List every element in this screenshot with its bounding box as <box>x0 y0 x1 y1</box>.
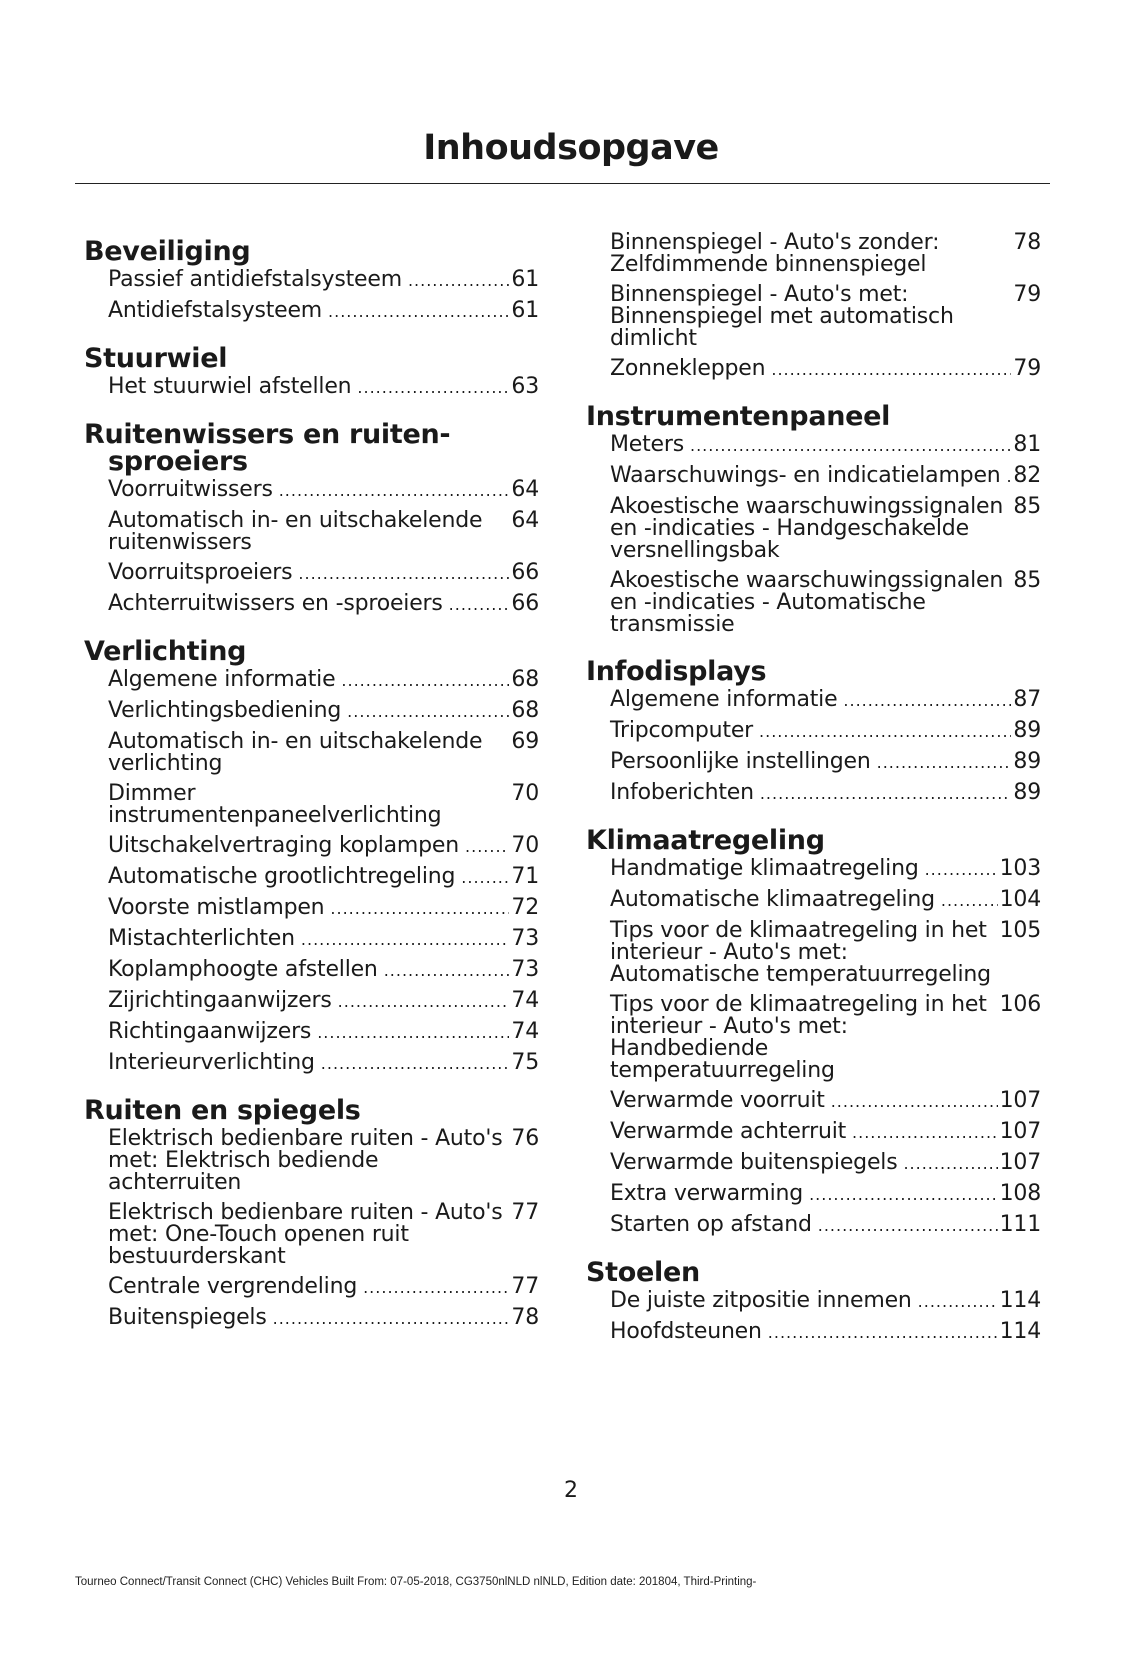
dot-leader <box>1007 466 1012 488</box>
toc-entry-page: 61 <box>511 267 539 292</box>
toc-entry[interactable] <box>84 1307 539 1330</box>
toc-entry[interactable] <box>84 866 539 889</box>
toc-entry-title: Automatisch in- en uitschakelende ruitenwissers <box>108 508 483 555</box>
toc-section <box>84 421 539 616</box>
toc-entry-page: 61 <box>511 298 539 323</box>
toc-entry[interactable] <box>586 782 1041 805</box>
dot-leader <box>771 359 1011 381</box>
toc-entry-title: Koplamphoogte afstellen <box>108 957 378 982</box>
dot-leader <box>760 783 1012 805</box>
toc-entry-title: Algemene informatie <box>108 667 336 692</box>
toc-entry-title: Buitenspiegels <box>108 1305 267 1330</box>
toc-entry-page: 85 <box>1013 494 1041 519</box>
section-heading: Infodisplays <box>586 656 767 687</box>
dot-leader <box>338 991 510 1013</box>
section-heading: Beveiliging <box>84 236 251 267</box>
toc-entry[interactable] <box>84 562 539 585</box>
toc-entry-page: 78 <box>511 1305 539 1330</box>
toc-entry-page: 74 <box>511 1019 539 1044</box>
toc-entry-title: Infoberichten <box>610 780 754 805</box>
toc-entry[interactable] <box>84 835 539 858</box>
toc-entry-title: Tripcomputer <box>610 718 754 743</box>
section-heading: Instrumentenpaneel <box>586 401 891 432</box>
section-heading: Verlichting <box>84 636 247 667</box>
toc-entry-title: Verwarmde buitenspiegels <box>610 1150 898 1175</box>
toc-entry[interactable] <box>84 731 539 775</box>
dot-leader <box>298 563 509 585</box>
toc-entry[interactable] <box>586 465 1041 488</box>
toc-entry-page: 64 <box>511 508 539 533</box>
toc-entry-page: 76 <box>511 1126 539 1151</box>
dot-leader <box>918 1291 998 1313</box>
toc-entry[interactable] <box>84 959 539 982</box>
toc-entry-title: Interieurverlichting <box>108 1050 315 1075</box>
toc-entry[interactable] <box>84 510 539 554</box>
toc-entry[interactable] <box>586 1121 1041 1144</box>
toc-entry[interactable] <box>84 669 539 692</box>
toc-entry-page: 64 <box>511 477 539 502</box>
toc-entry-page: 103 <box>999 856 1041 881</box>
toc-entry-title: Persoonlijke instellingen <box>610 749 871 774</box>
toc-entry-title: Automatische klimaatregeling <box>610 887 935 912</box>
toc-entry-page: 73 <box>511 957 539 982</box>
dot-leader <box>357 377 509 399</box>
section-heading: Stoelen <box>586 1257 700 1288</box>
toc-entry-title: Voorruitwissers <box>108 477 273 502</box>
toc-entry-page: 82 <box>1013 463 1041 488</box>
toc-entry-page: 111 <box>999 1212 1041 1237</box>
title-divider <box>75 183 1050 184</box>
toc-entry-title: Elektrisch bedienbare ruiten - Auto's met: Elektrisch bediende achterruiten <box>108 1126 503 1195</box>
dot-leader <box>925 859 998 881</box>
toc-entry-page: 66 <box>511 591 539 616</box>
toc-entry[interactable] <box>84 479 539 502</box>
toc-entry-page: 71 <box>511 864 539 889</box>
toc-entry[interactable] <box>84 990 539 1013</box>
toc-entry[interactable] <box>586 358 1041 381</box>
toc-entry-page: 107 <box>999 1150 1041 1175</box>
toc-entry[interactable] <box>586 496 1041 562</box>
toc-entry-title: Dimmer instrumentenpaneelverlichting <box>108 781 442 828</box>
toc-entry-page: 89 <box>1013 780 1041 805</box>
section-heading: Ruitenwissers en ruiten-sproeiers <box>84 419 451 477</box>
dot-leader <box>843 690 1011 712</box>
toc-entry-page: 79 <box>1013 282 1041 307</box>
toc-entry-page: 89 <box>1013 718 1041 743</box>
toc-entry-page: 73 <box>511 926 539 951</box>
toc-entry[interactable] <box>586 570 1041 636</box>
toc-entry[interactable] <box>586 434 1041 457</box>
toc-entry-title: Verwarmde achterruit <box>610 1119 847 1144</box>
toc-right-column <box>586 232 1041 1366</box>
toc-entry-page: 105 <box>999 918 1041 943</box>
dot-leader <box>449 594 510 616</box>
toc-entry-page: 66 <box>511 560 539 585</box>
footer-text: Tourneo Connect/Transit Connect (CHC) Vehicles Built From: 07-05-2018, CG3750nlNLD nlNLD, Edition date: 201804, Third-Printing- <box>75 1576 757 1588</box>
toc-entry-title: De juiste zitpositie innemen <box>610 1288 912 1313</box>
dot-leader <box>408 270 509 292</box>
toc-entry-title: Algemene informatie <box>610 687 838 712</box>
toc-entry-title: Uitschakelvertraging koplampen <box>108 833 460 858</box>
toc-entry-title: Zonnekleppen <box>610 356 766 381</box>
dot-leader <box>877 752 1012 774</box>
toc-entry[interactable] <box>586 232 1041 276</box>
toc-entry-title: Verwarmde voorruit <box>610 1088 825 1113</box>
toc-entry-title: Tips voor de klimaatregeling in het interieur - Auto's met: Handbediende temperatuurregeling <box>610 992 987 1083</box>
toc-entry-title: Voorruitsproeiers <box>108 560 293 585</box>
toc-entry-title: Binnenspiegel - Auto's met: Binnenspiegel met automatisch dimlicht <box>610 282 954 351</box>
dot-leader <box>941 890 998 912</box>
toc-entry-title: Zijrichtingaanwijzers <box>108 988 332 1013</box>
toc-section <box>84 638 539 1075</box>
dot-leader <box>279 480 510 502</box>
toc-entry-page: 70 <box>511 833 539 858</box>
toc-entry-title: Akoestische waarschuwingssignalen en -indicaties - Automatische transmissie <box>610 568 1004 637</box>
toc-entry[interactable] <box>586 751 1041 774</box>
toc-entry-page: 72 <box>511 895 539 920</box>
toc-entry[interactable] <box>586 920 1041 986</box>
toc-entry[interactable] <box>84 300 539 323</box>
dot-leader <box>768 1322 998 1344</box>
toc-section <box>84 238 539 323</box>
toc-entry-title: Elektrisch bedienbare ruiten - Auto's met: One-Touch openen ruit bestuurderskant <box>108 1200 503 1269</box>
toc-entry-title: Meters <box>610 432 684 457</box>
toc-entry-page: 114 <box>999 1319 1041 1344</box>
toc-entry[interactable] <box>586 1183 1041 1206</box>
toc-entry[interactable] <box>586 889 1041 912</box>
toc-entry-page: 108 <box>999 1181 1041 1206</box>
toc-entry-page: 77 <box>511 1200 539 1225</box>
toc-entry[interactable] <box>586 1090 1041 1113</box>
toc-entry-title: Centrale vergrendeling <box>108 1274 358 1299</box>
toc-entry[interactable] <box>586 1321 1041 1344</box>
toc-section <box>586 403 1041 636</box>
toc-entry[interactable] <box>84 269 539 292</box>
toc-entry[interactable] <box>84 1021 539 1044</box>
dot-leader <box>317 1022 509 1044</box>
toc-section <box>586 1259 1041 1344</box>
toc-entry[interactable] <box>586 858 1041 881</box>
toc-entry-title: Passief antidiefstalsysteem <box>108 267 402 292</box>
toc-entry-title: Achterruitwissers en -sproeiers <box>108 591 443 616</box>
toc-entry[interactable] <box>84 1276 539 1299</box>
toc-entry-title: Automatisch in- en uitschakelende verlichting <box>108 729 483 776</box>
toc-entry-page: 68 <box>511 698 539 723</box>
dot-leader <box>384 960 510 982</box>
toc-entry-title: Binnenspiegel - Auto's zonder: Zelfdimmende binnenspiegel <box>610 230 940 277</box>
dot-leader <box>831 1091 998 1113</box>
toc-entry[interactable] <box>84 376 539 399</box>
toc-entry[interactable] <box>586 689 1041 712</box>
toc-entry-title: Extra verwarming <box>610 1181 804 1206</box>
dot-leader <box>465 836 509 858</box>
dot-leader <box>347 701 509 723</box>
toc-entry[interactable] <box>84 897 539 920</box>
toc-entry-title: Automatische grootlichtregeling <box>108 864 456 889</box>
toc-entry-title: Waarschuwings- en indicatielampen <box>610 463 1001 488</box>
dot-leader <box>852 1122 998 1144</box>
toc-entry-page: 70 <box>511 781 539 806</box>
toc-entry[interactable] <box>586 994 1041 1082</box>
toc-entry-page: 63 <box>511 374 539 399</box>
toc-entry-page: 107 <box>999 1088 1041 1113</box>
toc-entry-page: 78 <box>1013 230 1041 255</box>
toc-entry-title: Het stuurwiel afstellen <box>108 374 352 399</box>
section-heading: Stuurwiel <box>84 343 228 374</box>
dot-leader <box>903 1153 997 1175</box>
toc-section <box>84 345 539 399</box>
dot-leader <box>273 1308 510 1330</box>
toc-entry-page: 69 <box>511 729 539 754</box>
toc-entry-title: Akoestische waarschuwingssignalen en -indicaties - Handgeschakelde versnellingsbak <box>610 494 1004 563</box>
toc-entry-page: 77 <box>511 1274 539 1299</box>
dot-leader <box>461 867 509 889</box>
toc-entry[interactable] <box>84 1052 539 1075</box>
toc-entry[interactable] <box>84 1128 539 1194</box>
toc-section <box>586 827 1041 1237</box>
toc-entry[interactable] <box>586 1152 1041 1175</box>
toc-entry-page: 79 <box>1013 356 1041 381</box>
toc-entry[interactable] <box>84 1202 539 1268</box>
toc-entry-page: 106 <box>999 992 1041 1017</box>
toc-entry-page: 114 <box>999 1288 1041 1313</box>
toc-entry[interactable] <box>586 1290 1041 1313</box>
toc-entry-title: Handmatige klimaatregeling <box>610 856 919 881</box>
toc-entry-page: 104 <box>999 887 1041 912</box>
dot-leader <box>759 721 1011 743</box>
dot-leader <box>690 435 1011 457</box>
toc-entry-title: Verlichtingsbediening <box>108 698 342 723</box>
section-heading: Ruiten en spiegels <box>84 1095 361 1126</box>
dot-leader <box>809 1184 998 1206</box>
toc-left-column <box>84 232 539 1352</box>
toc-entry-title: Voorste mistlampen <box>108 895 325 920</box>
page-number: 2 <box>564 1478 578 1503</box>
toc-entry-page: 87 <box>1013 687 1041 712</box>
toc-section <box>586 658 1041 805</box>
toc-entry-page: 74 <box>511 988 539 1013</box>
toc-entry[interactable] <box>84 928 539 951</box>
toc-entry-title: Tips voor de klimaatregeling in het interieur - Auto's met: Automatische temperatuurregeling <box>610 918 991 987</box>
toc-entry[interactable] <box>586 1214 1041 1237</box>
toc-entry[interactable] <box>586 720 1041 743</box>
dot-leader <box>363 1277 509 1299</box>
toc-entry[interactable] <box>84 700 539 723</box>
toc-entry-title: Starten op afstand <box>610 1212 812 1237</box>
toc-entry-page: 107 <box>999 1119 1041 1144</box>
toc-section <box>586 232 1041 381</box>
toc-entry-page: 68 <box>511 667 539 692</box>
toc-section <box>84 1097 539 1330</box>
toc-entry-title: Richtingaanwijzers <box>108 1019 312 1044</box>
dot-leader <box>341 670 509 692</box>
toc-entry[interactable] <box>586 284 1041 350</box>
toc-entry-title: Hoofdsteunen <box>610 1319 762 1344</box>
dot-leader <box>301 929 510 951</box>
dot-leader <box>321 1053 510 1075</box>
dot-leader <box>328 301 509 323</box>
toc-entry-title: Mistachterlichten <box>108 926 295 951</box>
section-heading: Klimaatregeling <box>586 825 825 856</box>
toc-entry-page: 85 <box>1013 568 1041 593</box>
toc-entry[interactable] <box>84 783 539 827</box>
toc-entry-page: 89 <box>1013 749 1041 774</box>
page-title: Inhoudsopgave <box>423 128 719 168</box>
dot-leader <box>330 898 509 920</box>
toc-entry-title: Antidiefstalsysteem <box>108 298 323 323</box>
dot-leader <box>818 1215 998 1237</box>
toc-entry-page: 81 <box>1013 432 1041 457</box>
toc-entry[interactable] <box>84 593 539 616</box>
toc-entry-page: 75 <box>511 1050 539 1075</box>
